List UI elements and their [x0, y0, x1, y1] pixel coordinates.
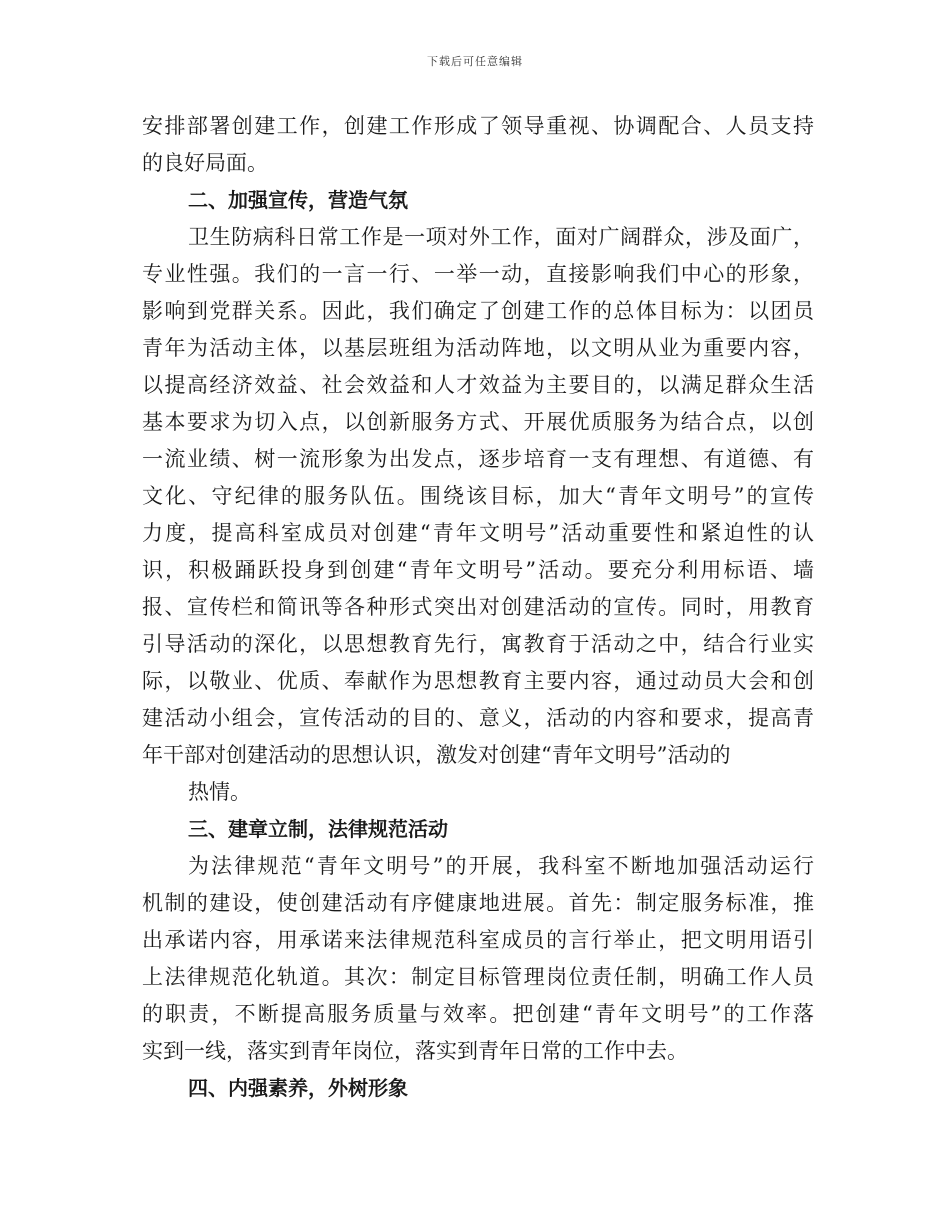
body-line: 安排部署创建工作，创建工作形成了领导重视、协调配合、人员支持: [142, 114, 814, 138]
body-line: 热情。: [188, 780, 251, 804]
section-heading: 四、内强素养，外树形象: [188, 1076, 408, 1100]
header-note: 下载后可任意编辑: [427, 55, 523, 68]
body-line: 引导活动的深化，以思想教育先行，寓教育于活动之中，结合行业实: [142, 632, 814, 656]
section-heading: 三、建章立制，法律规范活动: [188, 817, 448, 841]
section-heading: 二、加强宣传，营造气氛: [188, 188, 408, 212]
document-body: [142, 108, 814, 1107]
body-line: 报、宣传栏和简讯等各种形式突出对创建活动的宣传。同时，用教育: [142, 595, 814, 619]
body-line: 上法律规范化轨道。其次：制定目标管理岗位责任制，明确工作人员: [142, 965, 814, 989]
body-line: 实到一线，落实到青年岗位，落实到青年日常的工作中去。: [142, 1039, 688, 1063]
body-line: 机制的建设，使创建活动有序健康地进展。首先：制定服务标准，推: [142, 891, 814, 915]
body-line: 建活动小组会，宣传活动的目的、意义，活动的内容和要求，提高青: [142, 706, 814, 730]
body-line: 年干部对创建活动的思想认识，激发对创建“青年文明号”活动的: [142, 743, 731, 767]
body-line: 的良好局面。: [142, 151, 268, 175]
body-line: 影响到党群关系。因此，我们确定了创建工作的总体目标为：以团员: [142, 299, 814, 323]
body-line: 专业性强。我们的一言一行、一举一动，直接影响我们中心的形象，: [142, 262, 814, 286]
body-line: 的职责，不断提高服务质量与效率。把创建“青年文明号”的工作落: [142, 1002, 814, 1026]
body-line: 力度，提高科室成员对创建“青年文明号”活动重要性和紧迫性的认: [142, 521, 814, 545]
body-line: 为法律规范“青年文明号”的开展，我科室不断地加强活动运行: [188, 854, 814, 878]
body-line: 青年为活动主体，以基层班组为活动阵地，以文明从业为重要内容，: [142, 336, 814, 360]
body-line: 一流业绩、树一流形象为出发点，逐步培育一支有理想、有道德、有: [142, 447, 814, 471]
body-line: 际，以敬业、优质、奉献作为思想教育主要内容，通过动员大会和创: [142, 669, 814, 693]
body-line: 以提高经济效益、社会效益和人才效益为主要目的，以满足群众生活: [142, 373, 814, 397]
body-line: 出承诺内容，用承诺来法律规范科室成员的言行举止，把文明用语引: [142, 928, 814, 952]
body-line: 文化、守纪律的服务队伍。围绕该目标，加大“青年文明号”的宣传: [142, 484, 814, 508]
body-line: 基本要求为切入点，以创新服务方式、开展优质服务为结合点，以创: [142, 410, 814, 434]
body-line: 卫生防病科日常工作是一项对外工作，面对广阔群众，涉及面广，: [188, 225, 814, 249]
body-line: 识，积极踊跃投身到创建“青年文明号”活动。要充分利用标语、墙: [142, 558, 814, 582]
